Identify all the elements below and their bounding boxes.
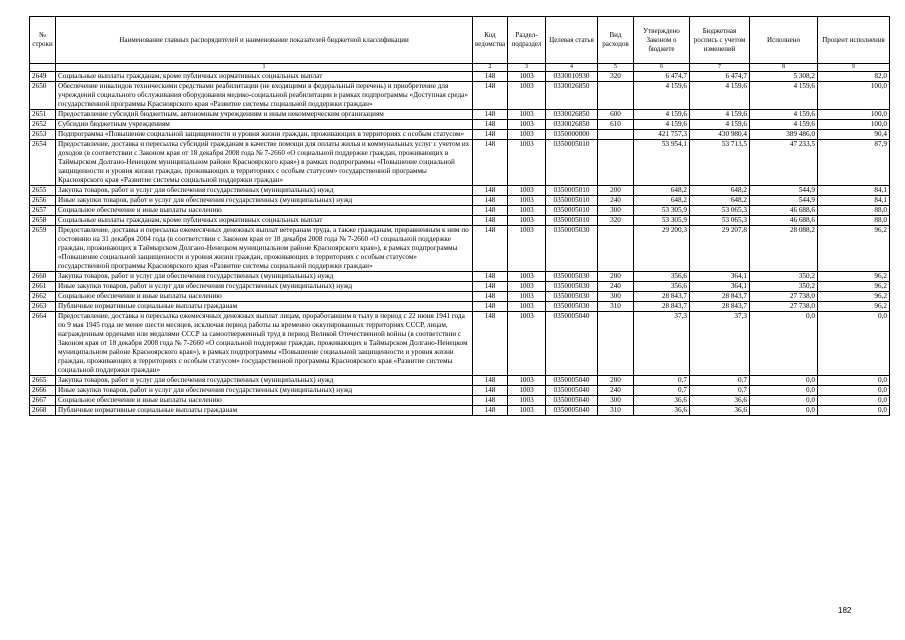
row-expense-type: 600 — [598, 110, 634, 120]
row-number: 2665 — [30, 376, 56, 386]
column-number: 4 — [546, 64, 598, 72]
row-budget-list: 364,1 — [690, 272, 750, 282]
column-numbers-row — [30, 64, 890, 72]
row-percent: 96,2 — [818, 302, 890, 312]
row-budget-list: 28 843,7 — [690, 292, 750, 302]
row-approved: 37,3 — [634, 312, 690, 376]
row-code: 148 — [473, 206, 508, 216]
row-approved: 29 200,3 — [634, 226, 690, 272]
header-approved: Утверждено Законом о бюджете — [634, 17, 690, 64]
row-expense-type: 320 — [598, 72, 634, 82]
row-number: 2661 — [30, 282, 56, 292]
table-row — [30, 406, 890, 416]
row-budget-list: 53 065,3 — [690, 216, 750, 226]
table-row — [30, 396, 890, 406]
row-percent: 96,2 — [818, 292, 890, 302]
row-number: 2659 — [30, 226, 56, 272]
row-section: 1003 — [508, 216, 546, 226]
row-code: 148 — [473, 302, 508, 312]
row-target: 0350005030 — [546, 272, 598, 282]
row-expense-type: 300 — [598, 396, 634, 406]
row-percent: 0,0 — [818, 406, 890, 416]
row-executed: 5 308,2 — [750, 72, 818, 82]
row-name: Закупка товаров, работ и услуг для обеспечения государственных (муниципальных) нужд — [56, 376, 473, 386]
row-budget-list: 4 159,6 — [690, 82, 750, 110]
header-budget-list: Бюджетная роспись с учетом изменений — [690, 17, 750, 64]
row-code: 148 — [473, 196, 508, 206]
row-name: Иные закупки товаров, работ и услуг для обеспечения государственных (муниципальных) нужд — [56, 196, 473, 206]
row-percent: 88,0 — [818, 206, 890, 216]
row-section: 1003 — [508, 282, 546, 292]
row-section: 1003 — [508, 386, 546, 396]
row-budget-list: 0,7 — [690, 386, 750, 396]
row-name: Социальное обеспечение и иные выплаты населению — [56, 206, 473, 216]
row-number: 2649 — [30, 72, 56, 82]
row-section: 1003 — [508, 312, 546, 376]
row-approved: 28 843,7 — [634, 292, 690, 302]
row-target: 0350005030 — [546, 282, 598, 292]
row-expense-type: 200 — [598, 376, 634, 386]
row-budget-list: 29 207,8 — [690, 226, 750, 272]
row-number: 2658 — [30, 216, 56, 226]
row-number: 2655 — [30, 186, 56, 196]
row-name: Социальное обеспечение и иные выплаты населению — [56, 396, 473, 406]
row-budget-list: 37,3 — [690, 312, 750, 376]
row-budget-list: 28 843,7 — [690, 302, 750, 312]
table-row — [30, 272, 890, 282]
row-section: 1003 — [508, 206, 546, 216]
header-target: Целевая статья — [546, 17, 598, 64]
row-approved: 36,6 — [634, 406, 690, 416]
column-number: 6 — [634, 64, 690, 72]
row-target: 0350005010 — [546, 196, 598, 206]
row-number: 2654 — [30, 140, 56, 186]
column-number: 8 — [750, 64, 818, 72]
column-number: 1 — [56, 64, 473, 72]
row-approved: 4 159,6 — [634, 82, 690, 110]
row-approved: 53 305,9 — [634, 216, 690, 226]
row-code: 148 — [473, 140, 508, 186]
row-target: 0330026850 — [546, 110, 598, 120]
row-executed: 28 088,2 — [750, 226, 818, 272]
row-expense-type — [598, 130, 634, 140]
row-code: 148 — [473, 216, 508, 226]
row-section: 1003 — [508, 376, 546, 386]
row-name: Публичные нормативные социальные выплаты гражданам — [56, 302, 473, 312]
row-name: Социальные выплаты гражданам, кроме публичных нормативных социальных выплат — [56, 72, 473, 82]
row-approved: 648,2 — [634, 186, 690, 196]
row-budget-list: 36,6 — [690, 406, 750, 416]
table-row — [30, 196, 890, 206]
row-number: 2662 — [30, 292, 56, 302]
row-number: 2663 — [30, 302, 56, 312]
row-name: Публичные нормативные социальные выплаты гражданам — [56, 406, 473, 416]
row-target: 0350005040 — [546, 312, 598, 376]
row-budget-list: 430 980,4 — [690, 130, 750, 140]
row-approved: 4 159,6 — [634, 110, 690, 120]
column-number: 2 — [473, 64, 508, 72]
row-code: 148 — [473, 82, 508, 110]
row-name: Социальные выплаты гражданам, кроме публичных нормативных социальных выплат — [56, 216, 473, 226]
row-approved: 648,2 — [634, 196, 690, 206]
row-approved: 356,6 — [634, 272, 690, 282]
row-approved: 36,6 — [634, 396, 690, 406]
row-budget-list: 53 713,5 — [690, 140, 750, 186]
row-approved: 0,7 — [634, 386, 690, 396]
table-row — [30, 82, 890, 110]
row-percent: 90,4 — [818, 130, 890, 140]
row-section: 1003 — [508, 396, 546, 406]
row-number: 2667 — [30, 396, 56, 406]
row-approved: 53 954,1 — [634, 140, 690, 186]
table-row — [30, 130, 890, 140]
table-row — [30, 110, 890, 120]
header-expense-type: Вид расходов — [598, 17, 634, 64]
row-code: 148 — [473, 396, 508, 406]
row-target: 0350005040 — [546, 396, 598, 406]
row-budget-list: 648,2 — [690, 186, 750, 196]
row-name: Закупка товаров, работ и услуг для обеспечения государственных (муниципальных) нужд — [56, 272, 473, 282]
row-percent: 0,0 — [818, 386, 890, 396]
row-number: 2651 — [30, 110, 56, 120]
table-row — [30, 226, 890, 272]
row-section: 1003 — [508, 72, 546, 82]
header-name: Наименование главных распорядителей и наименование показателей бюджетной классификации — [56, 17, 473, 64]
row-approved: 356,6 — [634, 282, 690, 292]
row-number: 2652 — [30, 120, 56, 130]
table-row — [30, 386, 890, 396]
header-code: Код ведомства — [473, 17, 508, 64]
row-executed: 544,9 — [750, 186, 818, 196]
row-number: 2664 — [30, 312, 56, 376]
row-number: 2650 — [30, 82, 56, 110]
table-row — [30, 312, 890, 376]
page-number: 182 — [838, 606, 852, 615]
row-executed: 46 688,6 — [750, 206, 818, 216]
row-percent: 0,0 — [818, 376, 890, 386]
row-expense-type: 310 — [598, 302, 634, 312]
row-name: Субсидии бюджетным учреждениям — [56, 120, 473, 130]
row-percent: 100,0 — [818, 120, 890, 130]
row-percent: 0,0 — [818, 396, 890, 406]
row-number: 2656 — [30, 196, 56, 206]
row-section: 1003 — [508, 140, 546, 186]
row-code: 148 — [473, 186, 508, 196]
row-name: Предоставление, доставка и пересылка субсидий гражданам в качестве помощи для оплаты жилья и коммунальных услуг с учетом их доходов (в соответствии с Законом края от 18 декабря 2008 года № 7-2660 «О социальной поддержке граждан, проживающих в Таймырском Долгано-Ненецком муниципальном районе Красноярского края») в рамках подпрограммы «Повышение социальной защищенности и уровня жизни граждан, проживающих в территориях с особым статусом» государственной программы Красноярского края «Развитие системы социальной поддержки граждан» — [56, 140, 473, 186]
row-code: 148 — [473, 406, 508, 416]
column-number: 5 — [598, 64, 634, 72]
row-budget-list: 648,2 — [690, 196, 750, 206]
column-number: 7 — [690, 64, 750, 72]
row-target: 0350005030 — [546, 292, 598, 302]
row-percent: 0,0 — [818, 312, 890, 376]
row-percent: 96,2 — [818, 272, 890, 282]
row-section: 1003 — [508, 406, 546, 416]
row-section: 1003 — [508, 82, 546, 110]
row-target: 0350005010 — [546, 206, 598, 216]
row-target: 0350005010 — [546, 216, 598, 226]
row-code: 148 — [473, 72, 508, 82]
row-executed: 4 159,6 — [750, 82, 818, 110]
row-target: 0330010930 — [546, 72, 598, 82]
row-section: 1003 — [508, 130, 546, 140]
table-body — [30, 72, 890, 416]
row-expense-type: 240 — [598, 196, 634, 206]
row-executed: 4 159,6 — [750, 110, 818, 120]
row-budget-list: 36,6 — [690, 396, 750, 406]
header-row-no: № строки — [30, 17, 56, 64]
row-target: 0350005040 — [546, 376, 598, 386]
row-executed: 350,2 — [750, 282, 818, 292]
row-percent: 88,0 — [818, 216, 890, 226]
row-percent: 82,0 — [818, 72, 890, 82]
row-approved: 28 843,7 — [634, 302, 690, 312]
row-target: 0350005030 — [546, 302, 598, 312]
row-executed: 389 486,0 — [750, 130, 818, 140]
row-budget-list: 0,7 — [690, 376, 750, 386]
header-section: Раздел-подраздел — [508, 17, 546, 64]
row-code: 148 — [473, 292, 508, 302]
row-percent: 96,2 — [818, 282, 890, 292]
budget-table — [29, 16, 890, 416]
row-expense-type: 240 — [598, 386, 634, 396]
row-executed: 27 738,0 — [750, 292, 818, 302]
row-approved: 53 305,9 — [634, 206, 690, 216]
row-executed: 0,0 — [750, 386, 818, 396]
row-section: 1003 — [508, 292, 546, 302]
row-percent: 84,1 — [818, 196, 890, 206]
row-executed: 544,9 — [750, 196, 818, 206]
row-section: 1003 — [508, 186, 546, 196]
row-expense-type: 320 — [598, 216, 634, 226]
row-target: 0350005040 — [546, 386, 598, 396]
row-expense-type — [598, 140, 634, 186]
row-section: 1003 — [508, 110, 546, 120]
row-name: Закупка товаров, работ и услуг для обеспечения государственных (муниципальных) нужд — [56, 186, 473, 196]
row-target: 0350000000 — [546, 130, 598, 140]
row-approved: 6 474,7 — [634, 72, 690, 82]
row-number: 2666 — [30, 386, 56, 396]
row-expense-type — [598, 226, 634, 272]
row-percent: 100,0 — [818, 82, 890, 110]
row-approved: 421 757,3 — [634, 130, 690, 140]
column-number: 9 — [818, 64, 890, 72]
table-row — [30, 376, 890, 386]
row-target: 0350005040 — [546, 406, 598, 416]
row-executed: 47 233,5 — [750, 140, 818, 186]
row-target: 0350005010 — [546, 186, 598, 196]
row-name: Иные закупки товаров, работ и услуг для обеспечения государственных (муниципальных) нужд — [56, 282, 473, 292]
row-budget-list: 4 159,6 — [690, 110, 750, 120]
row-code: 148 — [473, 312, 508, 376]
table-row — [30, 140, 890, 186]
row-number: 2653 — [30, 130, 56, 140]
table-row — [30, 216, 890, 226]
row-percent: 87,9 — [818, 140, 890, 186]
row-approved: 0,7 — [634, 376, 690, 386]
table-row — [30, 206, 890, 216]
row-code: 148 — [473, 110, 508, 120]
row-budget-list: 4 159,6 — [690, 120, 750, 130]
row-section: 1003 — [508, 196, 546, 206]
row-expense-type: 240 — [598, 282, 634, 292]
row-code: 148 — [473, 376, 508, 386]
row-name: Предоставление, доставка и пересылка ежемесячных денежных выплат лицам, проработавшим в тылу в период с 22 июня 1941 года по 9 мая 1945 года не менее шести месяцев, исключая период работы на временно оккупированных территориях СССР, лицам, награжденным орденами или медалями СССР за самоотверженный труд в период Великой Отечественной войны (в соответствии с Законом края от 18 декабря 2008 года № 7-2660 «О социальной поддержке граждан, проживающих в Таймырском Долгано-Ненецком муниципальном районе Красноярского края»), в рамках подпрограммы «Повышение социальной защищенности и уровня жизни граждан, проживающих в территориях с особым статусом» государственной программы Красноярского края «Развитие системы социальной поддержки граждан» — [56, 312, 473, 376]
row-expense-type — [598, 82, 634, 110]
row-number: 2668 — [30, 406, 56, 416]
table-row — [30, 302, 890, 312]
row-name: Социальное обеспечение и иные выплаты населению — [56, 292, 473, 302]
row-executed: 350,2 — [750, 272, 818, 282]
row-executed: 4 159,6 — [750, 120, 818, 130]
row-code: 148 — [473, 120, 508, 130]
column-number — [30, 64, 56, 72]
row-section: 1003 — [508, 226, 546, 272]
row-executed: 46 688,6 — [750, 216, 818, 226]
table-row — [30, 72, 890, 82]
row-name: Подпрограмма «Повышение социальной защищенности и уровня жизни граждан, проживающих в территориях с особым статусом» — [56, 130, 473, 140]
row-target: 0350005030 — [546, 226, 598, 272]
row-code: 148 — [473, 386, 508, 396]
row-budget-list: 364,1 — [690, 282, 750, 292]
row-expense-type: 300 — [598, 292, 634, 302]
row-executed: 27 738,0 — [750, 302, 818, 312]
row-name: Обеспечение инвалидов техническими средствами реабилитации (не входящими в федеральный перечень) и приобретение для учреждений социального обслуживания оборудования медико-социальной реабилитации в рамках подпрограммы «Доступная среда» государственной программы Красноярского края «Развитие системы социальной поддержки граждан» — [56, 82, 473, 110]
row-target: 0330026850 — [546, 120, 598, 130]
row-target: 0350005010 — [546, 140, 598, 186]
row-section: 1003 — [508, 302, 546, 312]
row-executed: 0,0 — [750, 376, 818, 386]
row-code: 148 — [473, 272, 508, 282]
row-budget-list: 6 474,7 — [690, 72, 750, 82]
row-percent: 96,2 — [818, 226, 890, 272]
row-expense-type: 300 — [598, 206, 634, 216]
row-name: Предоставление, доставка и пересылка ежемесячных денежных выплат ветеранам труда, а также гражданам, приравненным к ним по состоянию на 31 декабря 2004 года (в соответствии с Законом края от 18 декабря 2008 года № 7-2660 «О социальной поддержке граждан, проживающих в Таймырском Долгано-Ненецком муниципальном районе Красноярского края»), в рамках подпрограммы «Повышение социальной защищенности и уровня жизни граждан, проживающих в территориях с особым статусом» государственной программы Красноярского края «Развитие системы социальной поддержки граждан» — [56, 226, 473, 272]
row-expense-type — [598, 312, 634, 376]
row-expense-type: 200 — [598, 186, 634, 196]
row-approved: 4 159,6 — [634, 120, 690, 130]
table-row — [30, 186, 890, 196]
row-section: 1003 — [508, 272, 546, 282]
header-executed: Исполнено — [750, 17, 818, 64]
row-code: 148 — [473, 226, 508, 272]
row-section: 1003 — [508, 120, 546, 130]
row-percent: 100,0 — [818, 110, 890, 120]
row-percent: 84,1 — [818, 186, 890, 196]
row-name: Предоставление субсидий бюджетным, автономным учреждениям и иным некоммерческим организациям — [56, 110, 473, 120]
table-row — [30, 282, 890, 292]
row-executed: 0,0 — [750, 406, 818, 416]
table-row — [30, 120, 890, 130]
table-row — [30, 292, 890, 302]
row-budget-list: 53 065,3 — [690, 206, 750, 216]
column-number: 3 — [508, 64, 546, 72]
row-number: 2657 — [30, 206, 56, 216]
header-row — [30, 17, 890, 64]
row-expense-type: 310 — [598, 406, 634, 416]
header-percent: Процент исполнения — [818, 17, 890, 64]
row-number: 2660 — [30, 272, 56, 282]
row-expense-type: 610 — [598, 120, 634, 130]
row-name: Иные закупки товаров, работ и услуг для обеспечения государственных (муниципальных) нужд — [56, 386, 473, 396]
row-code: 148 — [473, 282, 508, 292]
row-expense-type: 200 — [598, 272, 634, 282]
row-target: 0330026850 — [546, 82, 598, 110]
row-executed: 0,0 — [750, 396, 818, 406]
row-executed: 0,0 — [750, 312, 818, 376]
row-code: 148 — [473, 130, 508, 140]
